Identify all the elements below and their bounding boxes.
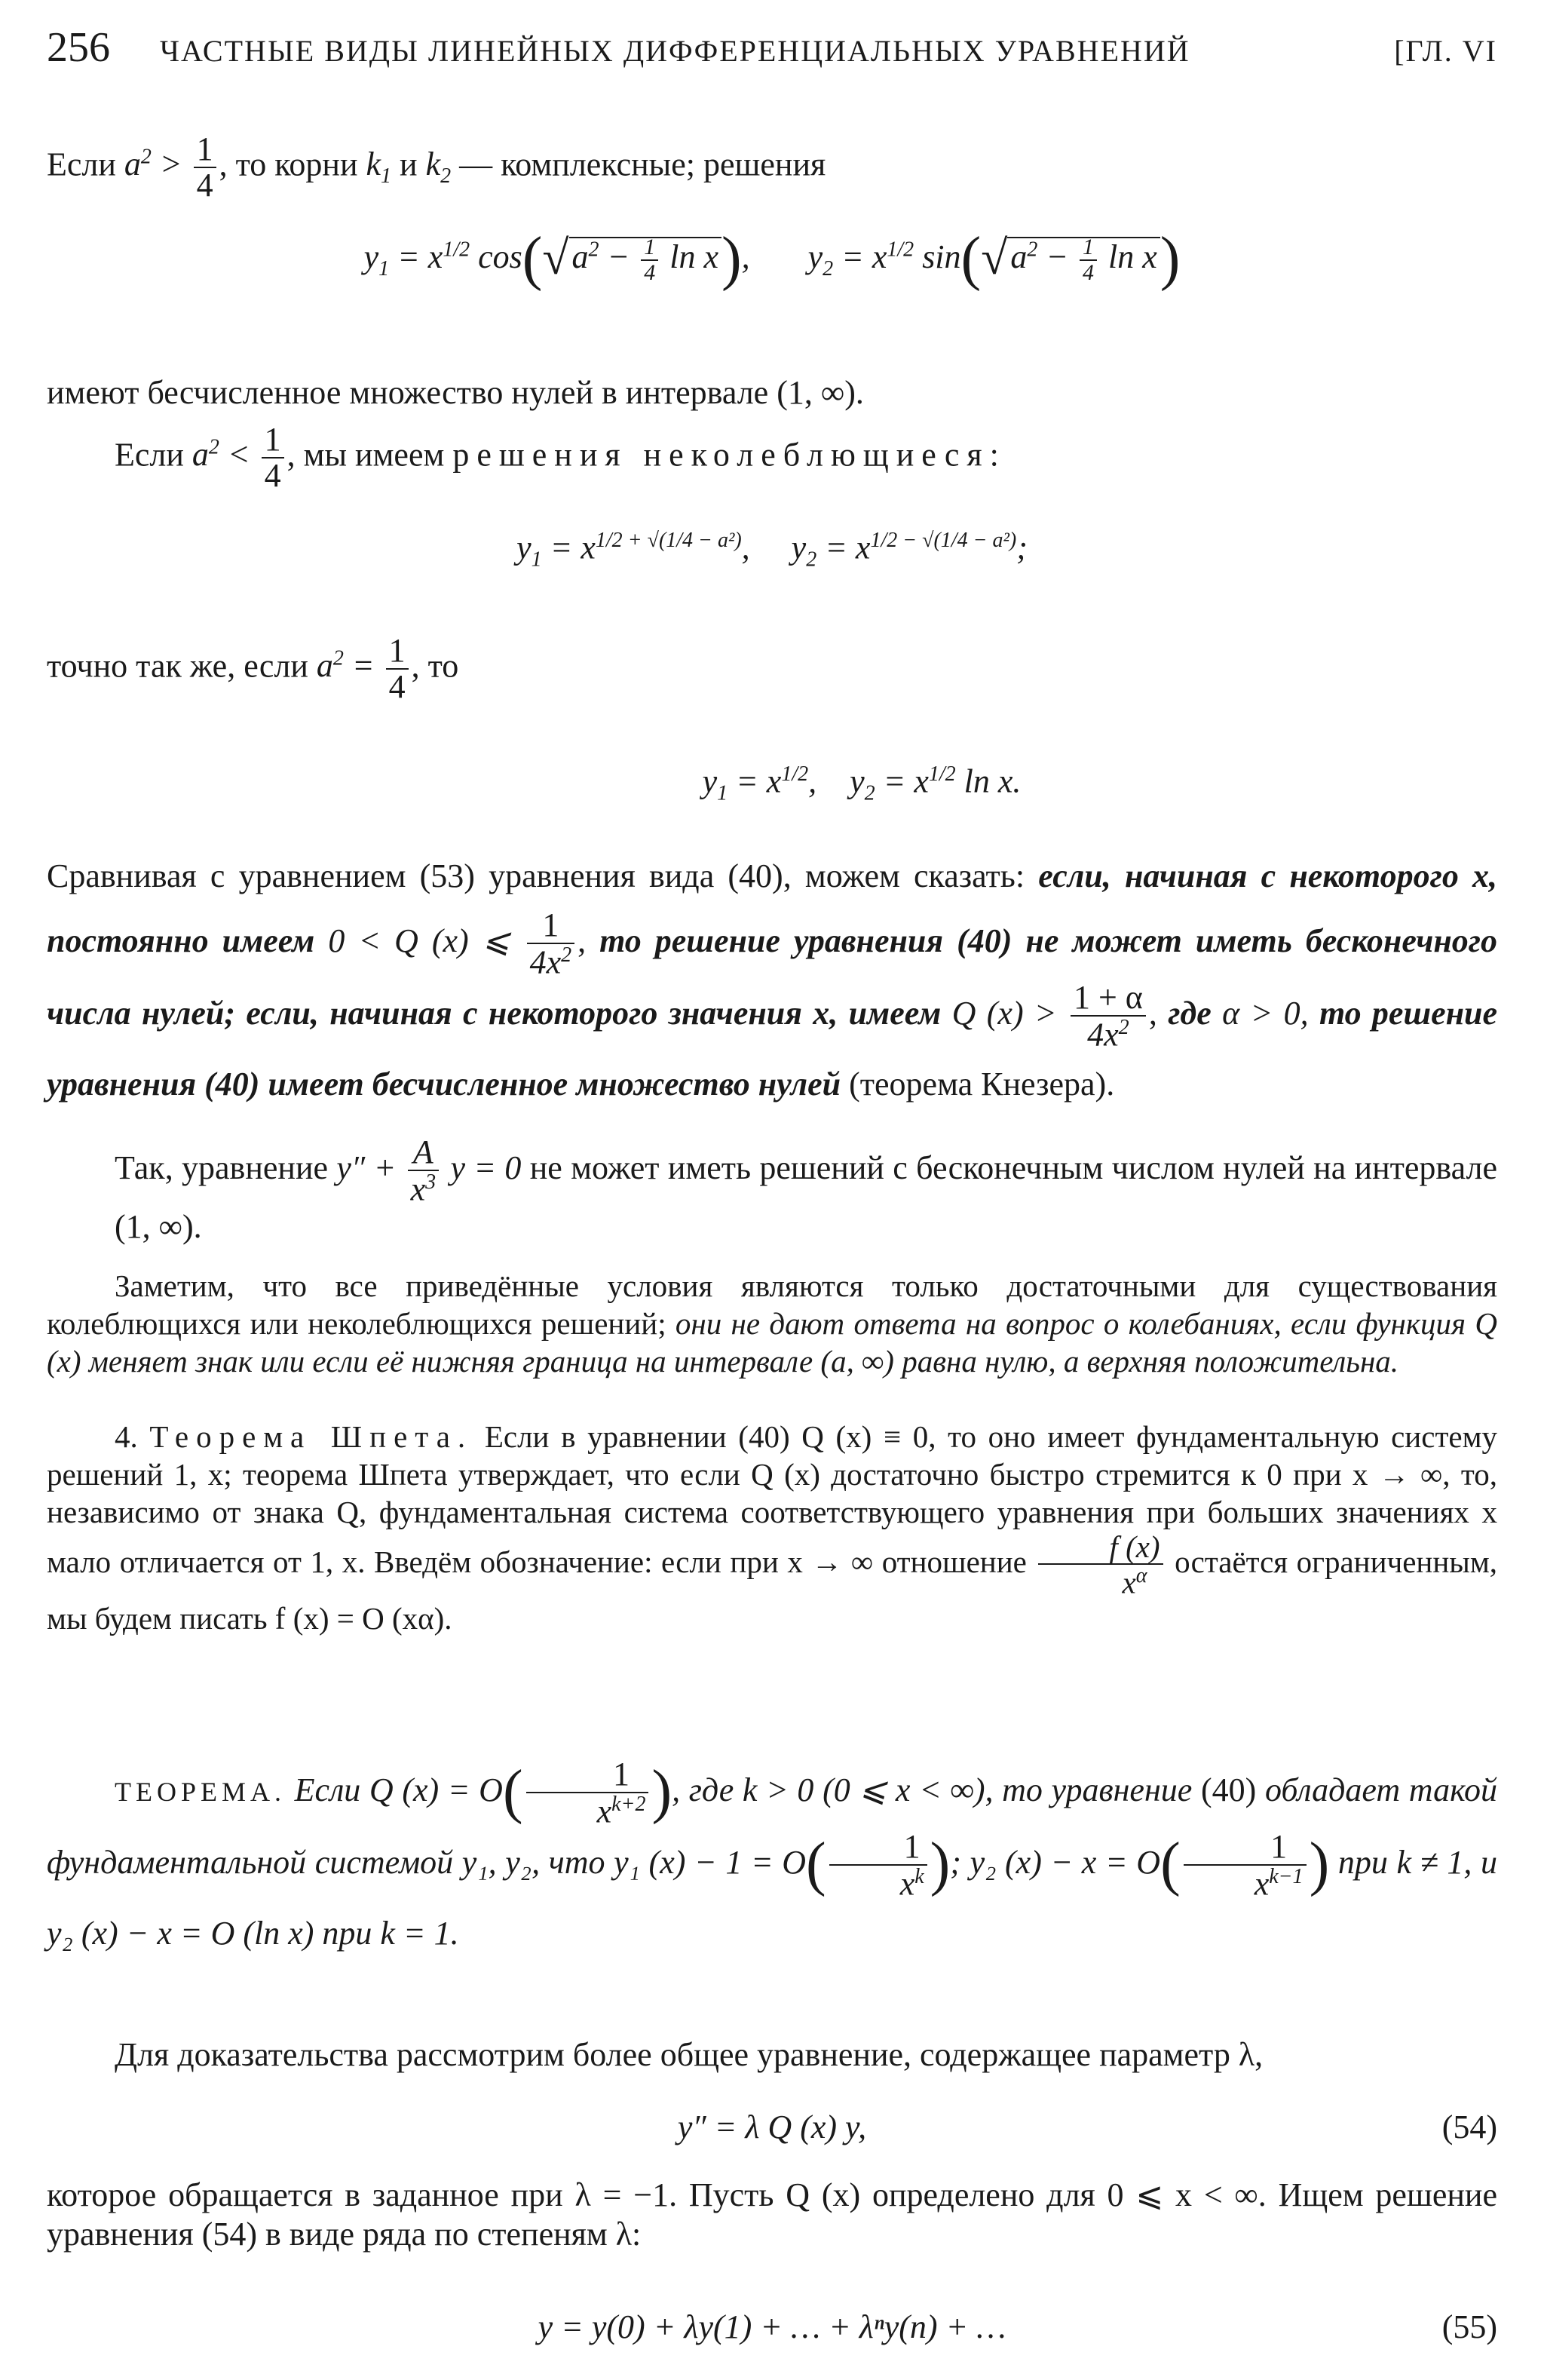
header-chapter: [ГЛ. VI [1394, 34, 1497, 68]
paragraph-shpet-theorem: 4. Теорема Шпета. Если в уравнении (40) Q (x) ≡ 0, то оно имеет фундаментальную систему решений 1, x; теорема Шпета утверждает, что если Q (x) достаточно быстро стремится к 0 при x → ∞, то, независимо от знака Q, фундаментальная система соответствующего уравнения при больших значениях x мало отличается от 1, x. Введём обозначение: если при x → ∞ отношение $\frac{f (x)}{x^\alpha}$ остаётся ограниченным, мы будем писать f (x) = O (xα). [47, 1419, 1498, 1636]
paragraph-complex-roots: Если $a^2$ > $\frac{1}{4}$ , то корни $k_1$ и $k_2$ — комплексные; решения [47, 130, 826, 204]
paragraph-infinite-zeros: имеют бесчисленное множество нулей в интервале (1, ∞). [47, 374, 864, 411]
paragraph-kneser-theorem: Сравнивая с уравнением (53) уравнения вида (40), можем сказать: если, начиная с некоторого x, постоянно имеем 0 < Q (x) ⩽ $\frac{1}{4x^2}$ , то решение уравнения (40) не может иметь бесконечного числа нулей; если, начиная с некоторого значения x, имеем Q (x) > $\frac{1 + \alpha}{4x^2}$ , где α > 0, то решение уравнения (40) имеет бесчисленное множество нулей (теорема Кнезера). [47, 857, 1498, 1103]
page-number: 256 [47, 24, 110, 71]
paragraph-equal-case: точно так же, если $a^2$ = $\frac{1}{4}$ , то [47, 632, 459, 706]
section-title: Теорема Шпета. [149, 1419, 473, 1454]
running-header [47, 23, 1497, 75]
equation-54: y″ = λ Q (x) y, [677, 2109, 867, 2145]
paragraph-series-intro: которое обращается в заданное при λ = −1. Пусть Q (x) определено для 0 ⩽ x < ∞. Ищем решение уравнения (54) в виде ряда по степеням λ: [47, 2176, 1497, 2253]
paragraph-remark: Заметим, что все приведённые условия являются только достаточными для существования колеблющихся или неколеблющихся решений; они не дают ответа на вопрос о колебаниях, если функция Q (x) меняет знак или если её нижняя граница на интервале (a, ∞) равна нулю, а верхняя положительна. [47, 1268, 1497, 1379]
equation-number-55: (55) [1441, 2308, 1497, 2345]
header-title: ЧАСТНЫЕ ВИДЫ ЛИНЕЙНЫХ ДИФФЕРЕНЦИАЛЬНЫХ УРАВНЕНИЙ [160, 34, 1190, 68]
equation-nonoscillating-solutions: $y_1 = x^{1/2 + √(1/4 - a^2)}$, $y_2 = x^{1/2 - √(1/4 - a^2)}$; [516, 529, 1028, 572]
paragraph-theorem-statement: ТЕОРЕМА. Если Q (x) = O( $\frac{1}{x^{k+2}}$ ), где k > 0 (0 ⩽ x < ∞), то уравнение (40) обладает такой фундаментальной системой y₁, y₂, что y₁ (x) − 1 = O( $\frac{1}{x^k}$ ); y₂ (x) − x = O( $\frac{1}{x^{k-1}}$ ) при k ≠ 1, и y₂ (x) − x = O (ln x) при k = 1. [47, 1756, 1498, 1952]
fraction: $\frac{1}{4}$ [194, 132, 216, 203]
paragraph-proof-intro: Для доказательства рассмотрим более общее уравнение, содержащее параметр λ, [115, 2036, 1264, 2073]
paragraph-nonoscillating: Если $a^2$ < $\frac{1}{4}$ , мы имеем решения неколеблющиеся: [115, 421, 1006, 495]
paragraph-example: Так, уравнение y″ + $\frac{A}{x^3}$ y = 0 не может иметь решений с бесконечным числом нулей на интервале (1, ∞). [115, 1133, 1498, 1246]
equation-oscillating-solutions: $y_1 = x^{1/2}$ $\cos(√a^2$ − $\frac{1}{4}$ ln x), $y_2 = x^{1/2}$ $\sin(√a^2$ − $\frac{1}{4}$ ln x) [363, 225, 1181, 292]
equation-equal-case-solutions: $y_1 = x^{1/2}$, $y_2 = x^{1/2}$ ln x. [702, 762, 1022, 805]
formula-inline: $a^2$ > [124, 145, 182, 183]
equation-55: y = y(0) + λy(1) + … + λⁿy(n) + … [538, 2308, 1006, 2345]
equation-number-54: (54) [1441, 2109, 1497, 2145]
